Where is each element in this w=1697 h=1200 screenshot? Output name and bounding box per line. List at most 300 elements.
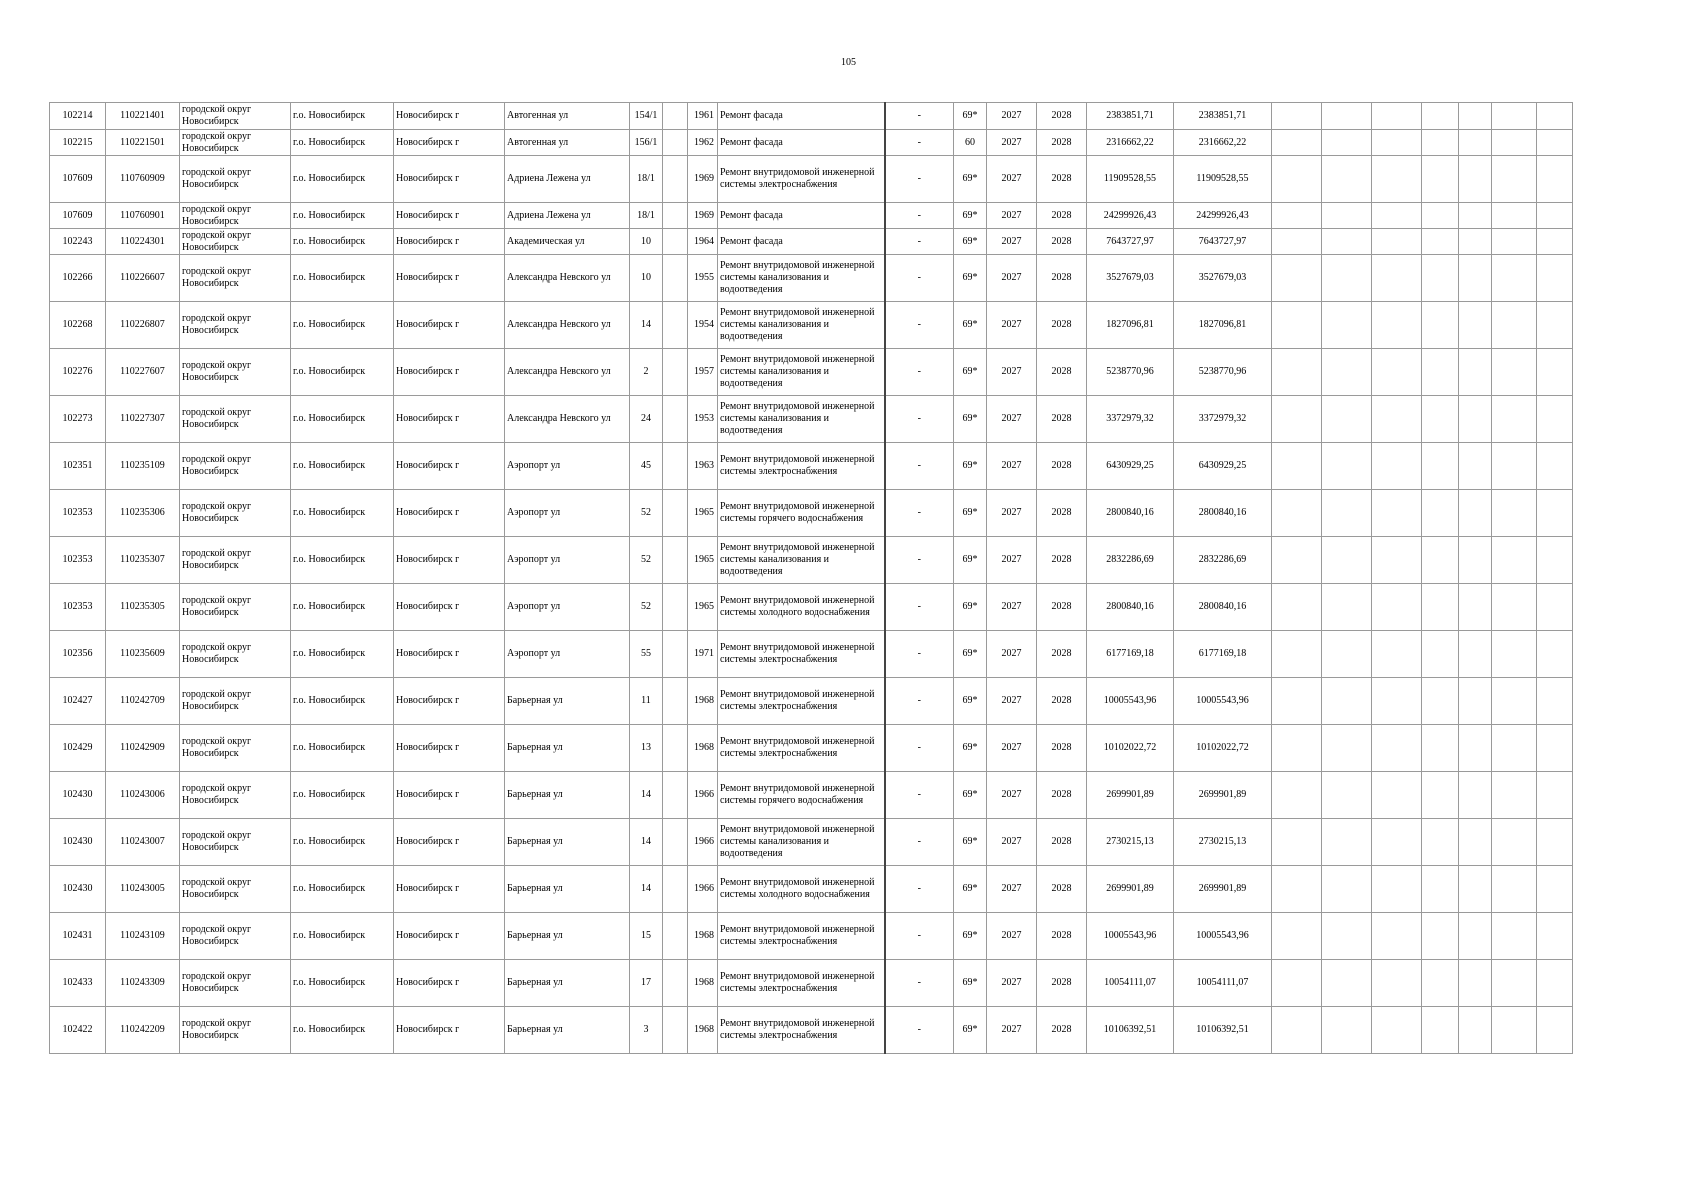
empty-cell [1372, 537, 1422, 584]
empty-cell [1322, 302, 1372, 349]
table-row [50, 103, 1573, 130]
work-type-cell: Ремонт внутридомовой инженерной системы канализования и водоотведения [718, 349, 885, 396]
empty-cell [1459, 443, 1492, 490]
cost-cell: 10106392,51 [1087, 1007, 1174, 1054]
cost-cell: 10102022,72 [1087, 725, 1174, 772]
empty-cell [1492, 772, 1537, 819]
municipality-cell: г.о. Новосибирск [291, 443, 394, 490]
house-number-cell: 52 [630, 537, 663, 584]
work-code-cell: 110227607 [106, 349, 180, 396]
empty-cell [1492, 960, 1537, 1007]
start-year-cell: 2027 [987, 302, 1037, 349]
total-cost-cell: 2383851,71 [1174, 103, 1272, 130]
municipality-cell: г.о. Новосибирск [291, 255, 394, 302]
work-code-cell: 110235609 [106, 631, 180, 678]
empty-cell [1272, 913, 1322, 960]
cost-cell: 1827096,81 [1087, 302, 1174, 349]
empty-cell [1537, 631, 1573, 678]
wear-cell: 60 [954, 130, 987, 156]
dash-cell: - [885, 678, 954, 725]
work-type-cell: Ремонт фасада [718, 203, 885, 229]
empty-cell [1537, 103, 1573, 130]
start-year-cell: 2027 [987, 156, 1037, 203]
street-cell: Адриена Лежена ул [505, 203, 630, 229]
build-year-cell: 1955 [688, 255, 718, 302]
cost-cell: 11909528,55 [1087, 156, 1174, 203]
city-cell: Новосибирск г [394, 584, 505, 631]
object-id-cell: 102353 [50, 490, 106, 537]
work-type-cell: Ремонт внутридомовой инженерной системы электроснабжения [718, 156, 885, 203]
empty-cell [1272, 1007, 1322, 1054]
empty-cell [1322, 203, 1372, 229]
street-cell: Аэропорт ул [505, 443, 630, 490]
empty-cell [1537, 772, 1573, 819]
empty-cell [1372, 203, 1422, 229]
dash-cell: - [885, 396, 954, 443]
work-code-cell: 110226607 [106, 255, 180, 302]
object-id-cell: 102273 [50, 396, 106, 443]
street-cell: Аэропорт ул [505, 490, 630, 537]
house-letter-cell [663, 631, 688, 678]
district-cell: городской округ Новосибирск [180, 678, 291, 725]
street-cell: Адриена Лежена ул [505, 156, 630, 203]
empty-cell [1372, 960, 1422, 1007]
empty-cell [1322, 396, 1372, 443]
house-letter-cell [663, 537, 688, 584]
wear-cell: 69* [954, 103, 987, 130]
end-year-cell: 2028 [1037, 631, 1087, 678]
city-cell: Новосибирск г [394, 819, 505, 866]
municipality-cell: г.о. Новосибирск [291, 631, 394, 678]
total-cost-cell: 2730215,13 [1174, 819, 1272, 866]
house-number-cell: 45 [630, 443, 663, 490]
dash-cell: - [885, 584, 954, 631]
district-cell: городской округ Новосибирск [180, 819, 291, 866]
cost-cell: 2316662,22 [1087, 130, 1174, 156]
end-year-cell: 2028 [1037, 443, 1087, 490]
street-cell: Барьерная ул [505, 772, 630, 819]
empty-cell [1372, 302, 1422, 349]
total-cost-cell: 6177169,18 [1174, 631, 1272, 678]
start-year-cell: 2027 [987, 1007, 1037, 1054]
empty-cell [1422, 1007, 1459, 1054]
total-cost-cell: 1827096,81 [1174, 302, 1272, 349]
empty-cell [1492, 255, 1537, 302]
empty-cell [1372, 772, 1422, 819]
municipality-cell: г.о. Новосибирск [291, 584, 394, 631]
house-letter-cell [663, 302, 688, 349]
table-row [50, 913, 1573, 960]
start-year-cell: 2027 [987, 396, 1037, 443]
street-cell: Академическая ул [505, 229, 630, 255]
empty-cell [1459, 490, 1492, 537]
work-type-cell: Ремонт внутридомовой инженерной системы электроснабжения [718, 960, 885, 1007]
municipality-cell: г.о. Новосибирск [291, 396, 394, 443]
empty-cell [1372, 349, 1422, 396]
house-letter-cell [663, 255, 688, 302]
empty-cell [1272, 866, 1322, 913]
table-row [50, 819, 1573, 866]
house-letter-cell [663, 103, 688, 130]
empty-cell [1492, 349, 1537, 396]
house-number-cell: 24 [630, 396, 663, 443]
district-cell: городской округ Новосибирск [180, 584, 291, 631]
wear-cell: 69* [954, 819, 987, 866]
cost-cell: 2800840,16 [1087, 584, 1174, 631]
empty-cell [1492, 725, 1537, 772]
empty-cell [1492, 103, 1537, 130]
empty-cell [1422, 584, 1459, 631]
total-cost-cell: 10005543,96 [1174, 678, 1272, 725]
wear-cell: 69* [954, 349, 987, 396]
empty-cell [1272, 443, 1322, 490]
empty-cell [1459, 678, 1492, 725]
work-code-cell: 110235109 [106, 443, 180, 490]
dash-cell: - [885, 349, 954, 396]
house-letter-cell [663, 156, 688, 203]
build-year-cell: 1965 [688, 584, 718, 631]
empty-cell [1372, 913, 1422, 960]
street-cell: Александра Невского ул [505, 255, 630, 302]
house-number-cell: 154/1 [630, 103, 663, 130]
street-cell: Александра Невского ул [505, 349, 630, 396]
city-cell: Новосибирск г [394, 725, 505, 772]
empty-cell [1372, 631, 1422, 678]
build-year-cell: 1968 [688, 913, 718, 960]
district-cell: городской округ Новосибирск [180, 866, 291, 913]
total-cost-cell: 2699901,89 [1174, 866, 1272, 913]
empty-cell [1537, 349, 1573, 396]
empty-cell [1322, 349, 1372, 396]
cost-cell: 2832286,69 [1087, 537, 1174, 584]
house-number-cell: 3 [630, 1007, 663, 1054]
city-cell: Новосибирск г [394, 866, 505, 913]
empty-cell [1322, 819, 1372, 866]
empty-cell [1272, 302, 1322, 349]
empty-cell [1492, 130, 1537, 156]
empty-cell [1422, 537, 1459, 584]
municipality-cell: г.о. Новосибирск [291, 725, 394, 772]
street-cell: Аэропорт ул [505, 584, 630, 631]
house-number-cell: 2 [630, 349, 663, 396]
wear-cell: 69* [954, 1007, 987, 1054]
cost-cell: 24299926,43 [1087, 203, 1174, 229]
empty-cell [1537, 678, 1573, 725]
wear-cell: 69* [954, 490, 987, 537]
start-year-cell: 2027 [987, 255, 1037, 302]
empty-cell [1322, 255, 1372, 302]
build-year-cell: 1969 [688, 156, 718, 203]
empty-cell [1422, 678, 1459, 725]
street-cell: Барьерная ул [505, 1007, 630, 1054]
work-code-cell: 110235306 [106, 490, 180, 537]
empty-cell [1537, 537, 1573, 584]
end-year-cell: 2028 [1037, 229, 1087, 255]
end-year-cell: 2028 [1037, 255, 1087, 302]
object-id-cell: 107609 [50, 203, 106, 229]
empty-cell [1492, 537, 1537, 584]
empty-cell [1272, 584, 1322, 631]
wear-cell: 69* [954, 203, 987, 229]
empty-cell [1422, 913, 1459, 960]
object-id-cell: 102353 [50, 537, 106, 584]
empty-cell [1492, 913, 1537, 960]
empty-cell [1322, 584, 1372, 631]
empty-cell [1422, 156, 1459, 203]
work-code-cell: 110243007 [106, 819, 180, 866]
municipality-cell: г.о. Новосибирск [291, 678, 394, 725]
cost-cell: 6430929,25 [1087, 443, 1174, 490]
municipality-cell: г.о. Новосибирск [291, 229, 394, 255]
dash-cell: - [885, 913, 954, 960]
build-year-cell: 1953 [688, 396, 718, 443]
empty-cell [1322, 772, 1372, 819]
wear-cell: 69* [954, 396, 987, 443]
house-number-cell: 17 [630, 960, 663, 1007]
empty-cell [1537, 725, 1573, 772]
house-number-cell: 52 [630, 584, 663, 631]
work-type-cell: Ремонт фасада [718, 130, 885, 156]
total-cost-cell: 2832286,69 [1174, 537, 1272, 584]
work-code-cell: 110221501 [106, 130, 180, 156]
start-year-cell: 2027 [987, 584, 1037, 631]
object-id-cell: 102422 [50, 1007, 106, 1054]
dash-cell: - [885, 537, 954, 584]
object-id-cell: 102430 [50, 772, 106, 819]
wear-cell: 69* [954, 725, 987, 772]
empty-cell [1537, 396, 1573, 443]
empty-cell [1422, 130, 1459, 156]
start-year-cell: 2027 [987, 443, 1037, 490]
work-type-cell: Ремонт фасада [718, 229, 885, 255]
city-cell: Новосибирск г [394, 396, 505, 443]
work-type-cell: Ремонт внутридомовой инженерной системы электроснабжения [718, 678, 885, 725]
cost-cell: 3527679,03 [1087, 255, 1174, 302]
district-cell: городской округ Новосибирск [180, 443, 291, 490]
work-code-cell: 110243309 [106, 960, 180, 1007]
empty-cell [1422, 960, 1459, 1007]
dash-cell: - [885, 103, 954, 130]
house-number-cell: 55 [630, 631, 663, 678]
work-code-cell: 110242709 [106, 678, 180, 725]
start-year-cell: 2027 [987, 130, 1037, 156]
wear-cell: 69* [954, 302, 987, 349]
end-year-cell: 2028 [1037, 819, 1087, 866]
start-year-cell: 2027 [987, 772, 1037, 819]
cost-cell: 10005543,96 [1087, 678, 1174, 725]
empty-cell [1372, 819, 1422, 866]
dash-cell: - [885, 866, 954, 913]
dash-cell: - [885, 772, 954, 819]
cost-cell: 7643727,97 [1087, 229, 1174, 255]
empty-cell [1422, 255, 1459, 302]
empty-cell [1422, 490, 1459, 537]
empty-cell [1272, 819, 1322, 866]
object-id-cell: 102268 [50, 302, 106, 349]
dash-cell: - [885, 725, 954, 772]
start-year-cell: 2027 [987, 103, 1037, 130]
house-number-cell: 10 [630, 229, 663, 255]
build-year-cell: 1964 [688, 229, 718, 255]
house-letter-cell [663, 130, 688, 156]
empty-cell [1537, 443, 1573, 490]
total-cost-cell: 24299926,43 [1174, 203, 1272, 229]
street-cell: Автогенная ул [505, 130, 630, 156]
end-year-cell: 2028 [1037, 866, 1087, 913]
total-cost-cell: 10054111,07 [1174, 960, 1272, 1007]
total-cost-cell: 6430929,25 [1174, 443, 1272, 490]
empty-cell [1322, 156, 1372, 203]
empty-cell [1459, 866, 1492, 913]
street-cell: Барьерная ул [505, 960, 630, 1007]
start-year-cell: 2027 [987, 349, 1037, 396]
object-id-cell: 102243 [50, 229, 106, 255]
start-year-cell: 2027 [987, 537, 1037, 584]
object-id-cell: 102276 [50, 349, 106, 396]
build-year-cell: 1965 [688, 537, 718, 584]
municipality-cell: г.о. Новосибирск [291, 1007, 394, 1054]
total-cost-cell: 2699901,89 [1174, 772, 1272, 819]
district-cell: городской округ Новосибирск [180, 913, 291, 960]
empty-cell [1272, 960, 1322, 1007]
table-row [50, 960, 1573, 1007]
municipality-cell: г.о. Новосибирск [291, 302, 394, 349]
work-code-cell: 110243109 [106, 913, 180, 960]
house-number-cell: 11 [630, 678, 663, 725]
empty-cell [1422, 396, 1459, 443]
page-number: 105 [841, 57, 856, 68]
house-number-cell: 14 [630, 772, 663, 819]
empty-cell [1537, 819, 1573, 866]
district-cell: городской округ Новосибирск [180, 772, 291, 819]
empty-cell [1272, 229, 1322, 255]
work-type-cell: Ремонт фасада [718, 103, 885, 130]
work-type-cell: Ремонт внутридомовой инженерной системы горячего водоснабжения [718, 772, 885, 819]
municipality-cell: г.о. Новосибирск [291, 349, 394, 396]
district-cell: городской округ Новосибирск [180, 156, 291, 203]
end-year-cell: 2028 [1037, 130, 1087, 156]
district-cell: городской округ Новосибирск [180, 537, 291, 584]
empty-cell [1322, 913, 1372, 960]
table-row [50, 443, 1573, 490]
cost-cell: 3372979,32 [1087, 396, 1174, 443]
district-cell: городской округ Новосибирск [180, 255, 291, 302]
dash-cell: - [885, 229, 954, 255]
empty-cell [1322, 866, 1372, 913]
empty-cell [1322, 443, 1372, 490]
dash-cell: - [885, 1007, 954, 1054]
house-number-cell: 13 [630, 725, 663, 772]
street-cell: Барьерная ул [505, 725, 630, 772]
city-cell: Новосибирск г [394, 229, 505, 255]
house-number-cell: 10 [630, 255, 663, 302]
empty-cell [1422, 443, 1459, 490]
table-row [50, 229, 1573, 255]
district-cell: городской округ Новосибирск [180, 130, 291, 156]
wear-cell: 69* [954, 229, 987, 255]
empty-cell [1272, 255, 1322, 302]
total-cost-cell: 3372979,32 [1174, 396, 1272, 443]
empty-cell [1492, 156, 1537, 203]
city-cell: Новосибирск г [394, 443, 505, 490]
empty-cell [1459, 584, 1492, 631]
object-id-cell: 107609 [50, 156, 106, 203]
empty-cell [1372, 443, 1422, 490]
empty-cell [1537, 490, 1573, 537]
end-year-cell: 2028 [1037, 302, 1087, 349]
dash-cell: - [885, 960, 954, 1007]
table-row [50, 584, 1573, 631]
build-year-cell: 1957 [688, 349, 718, 396]
municipality-cell: г.о. Новосибирск [291, 156, 394, 203]
end-year-cell: 2028 [1037, 396, 1087, 443]
empty-cell [1422, 631, 1459, 678]
work-type-cell: Ремонт внутридомовой инженерной системы электроснабжения [718, 913, 885, 960]
empty-cell [1422, 349, 1459, 396]
street-cell: Барьерная ул [505, 819, 630, 866]
street-cell: Аэропорт ул [505, 631, 630, 678]
build-year-cell: 1966 [688, 772, 718, 819]
table-row [50, 203, 1573, 229]
municipality-cell: г.о. Новосибирск [291, 537, 394, 584]
work-code-cell: 110243005 [106, 866, 180, 913]
work-code-cell: 110242909 [106, 725, 180, 772]
build-year-cell: 1961 [688, 103, 718, 130]
house-number-cell: 156/1 [630, 130, 663, 156]
district-cell: городской округ Новосибирск [180, 396, 291, 443]
empty-cell [1372, 130, 1422, 156]
total-cost-cell: 10005543,96 [1174, 913, 1272, 960]
build-year-cell: 1969 [688, 203, 718, 229]
street-cell: Александра Невского ул [505, 302, 630, 349]
empty-cell [1492, 866, 1537, 913]
work-code-cell: 110221401 [106, 103, 180, 130]
empty-cell [1372, 866, 1422, 913]
cost-cell: 2730215,13 [1087, 819, 1174, 866]
wear-cell: 69* [954, 631, 987, 678]
wear-cell: 69* [954, 866, 987, 913]
empty-cell [1459, 349, 1492, 396]
wear-cell: 69* [954, 537, 987, 584]
district-cell: городской округ Новосибирск [180, 203, 291, 229]
work-type-cell: Ремонт внутридомовой инженерной системы канализования и водоотведения [718, 255, 885, 302]
capital-repair-table [49, 102, 1573, 1054]
work-type-cell: Ремонт внутридомовой инженерной системы холодного водоснабжения [718, 584, 885, 631]
house-letter-cell [663, 490, 688, 537]
table-row [50, 396, 1573, 443]
build-year-cell: 1968 [688, 960, 718, 1007]
empty-cell [1459, 913, 1492, 960]
empty-cell [1492, 203, 1537, 229]
empty-cell [1322, 229, 1372, 255]
empty-cell [1459, 229, 1492, 255]
house-number-cell: 14 [630, 819, 663, 866]
municipality-cell: г.о. Новосибирск [291, 866, 394, 913]
end-year-cell: 2028 [1037, 1007, 1087, 1054]
empty-cell [1537, 229, 1573, 255]
object-id-cell: 102430 [50, 866, 106, 913]
city-cell: Новосибирск г [394, 302, 505, 349]
work-code-cell: 110242209 [106, 1007, 180, 1054]
work-type-cell: Ремонт внутридомовой инженерной системы холодного водоснабжения [718, 866, 885, 913]
street-cell: Барьерная ул [505, 866, 630, 913]
house-letter-cell [663, 960, 688, 1007]
municipality-cell: г.о. Новосибирск [291, 490, 394, 537]
object-id-cell: 102266 [50, 255, 106, 302]
empty-cell [1322, 678, 1372, 725]
district-cell: городской округ Новосибирск [180, 229, 291, 255]
work-code-cell: 110227307 [106, 396, 180, 443]
